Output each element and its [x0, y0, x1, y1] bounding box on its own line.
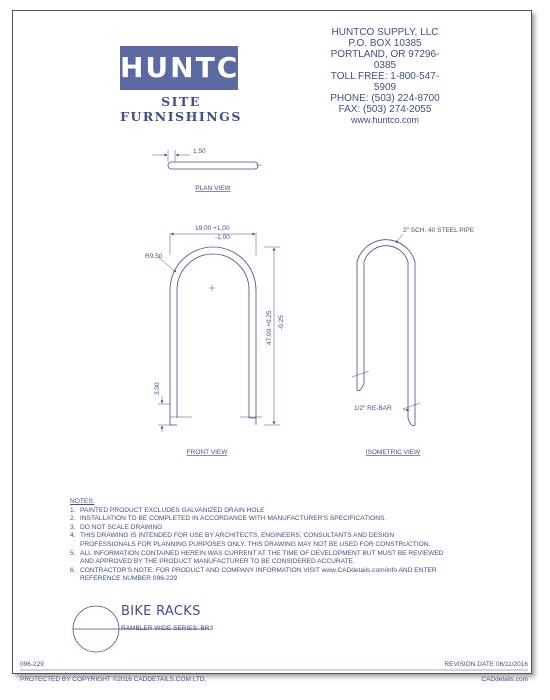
plan-view [152, 150, 262, 169]
isometric-pipe-outer [357, 240, 415, 425]
front-view-width-tol: -1.00 [215, 234, 230, 241]
logo-subtitle: SITE FURNISHINGS [120, 94, 242, 124]
note-item: 4. THIS DRAWING IS INTENDED FOR USE BY ARCHITECTS, ENGINEERS, CONSULTANTS AND DESIGN PROFESSIONALS FOR PLANNING PURPOSES ONLY. THIS DRAWING MAY NOT BE USED FOR CONSTRUCTION. [70, 532, 431, 548]
front-view-pipe-inner [177, 254, 249, 418]
front-view-label: FRONT VIEW [186, 449, 228, 456]
notes-block [70, 498, 450, 584]
company-fax: FAX: (503) 274-2055 [338, 104, 432, 115]
front-view-leg-dim: 3.00 [154, 382, 161, 395]
front-view-radius: R9.50 [145, 253, 163, 260]
company-toll-free: TOLL FREE: 1-800-547-5909 [330, 71, 440, 93]
pipe-callout: 2" SCH. 40 STEEL PIPE [403, 227, 475, 234]
plan-view-label: PLAN VIEW [195, 185, 231, 192]
note-item: 1. PAINTED PRODUCT EXCLUDES GALVANIZED DRAIN HOLE [70, 506, 265, 514]
front-view-height-dim: 47.00 +0.25 [266, 310, 273, 345]
front-view [158, 233, 280, 432]
revision-date: REVISION DATE 06/11/2016 [444, 661, 528, 668]
reference-code: 096-229 [20, 661, 44, 668]
note-item: 5. ALL INFORMATION CONTAINED HEREIN WAS CURRENT AT THE TIME OF DEVELOPMENT BUT MUST BE REVIEWED AND APPROVED BY THE PRODUCT MANUFACTURER TO BE CONSIDERED ACCURATE. [70, 549, 444, 566]
caddetails-link[interactable]: CADdetails.com [481, 676, 528, 683]
notes-heading: NOTES: [70, 498, 95, 505]
plan-view-dim: 1.50 [193, 148, 206, 155]
company-city: PORTLAND, OR 97296-0385 [330, 49, 440, 71]
drawing-subtitle: RAMBLER WIDE SERIES: BR3 [121, 625, 214, 632]
company-name: HUNTCO SUPPLY, LLC [331, 27, 439, 38]
note-item: 2. INSTALLATION TO BE COMPLETED IN ACCORDANCE WITH MANUFACTURER'S SPECIFICATIONS. [70, 515, 387, 523]
plan-view-pipe [168, 162, 258, 169]
company-website[interactable]: www.huntco.com [350, 115, 420, 125]
note-item: 3. DO NOT SCALE DRAWING [70, 523, 163, 531]
company-phone: PHONE: (503) 224-8700 [330, 93, 440, 104]
note-item: 6. CONTRACTOR'S NOTE: FOR PRODUCT AND COMPANY INFORMATION VISIT www.CADdetails.com/info AND ENTER REFERENCE NUMBER 096-229 [70, 566, 437, 583]
huntco-logo: HUNTCO [120, 46, 238, 90]
isometric-view-label: ISOMETRIC VIEW [365, 449, 421, 456]
front-view-pipe-outer [170, 247, 256, 425]
company-po-box: P.O. BOX 10385 [348, 38, 422, 49]
drawing-title: BIKE RACKS [121, 604, 201, 619]
rebar-callout: 1/2" RE-BAR [354, 405, 392, 412]
isometric-pipe-inner [364, 246, 408, 418]
front-view-width-dim: 19.00 +1.00 [195, 225, 230, 232]
isometric-view [352, 234, 420, 426]
copyright-notice: PROTECTED BY COPYRIGHT ©2016 CADDETAILS.COM LTD. [20, 676, 207, 683]
front-view-height-tol: -0.25 [278, 315, 285, 330]
